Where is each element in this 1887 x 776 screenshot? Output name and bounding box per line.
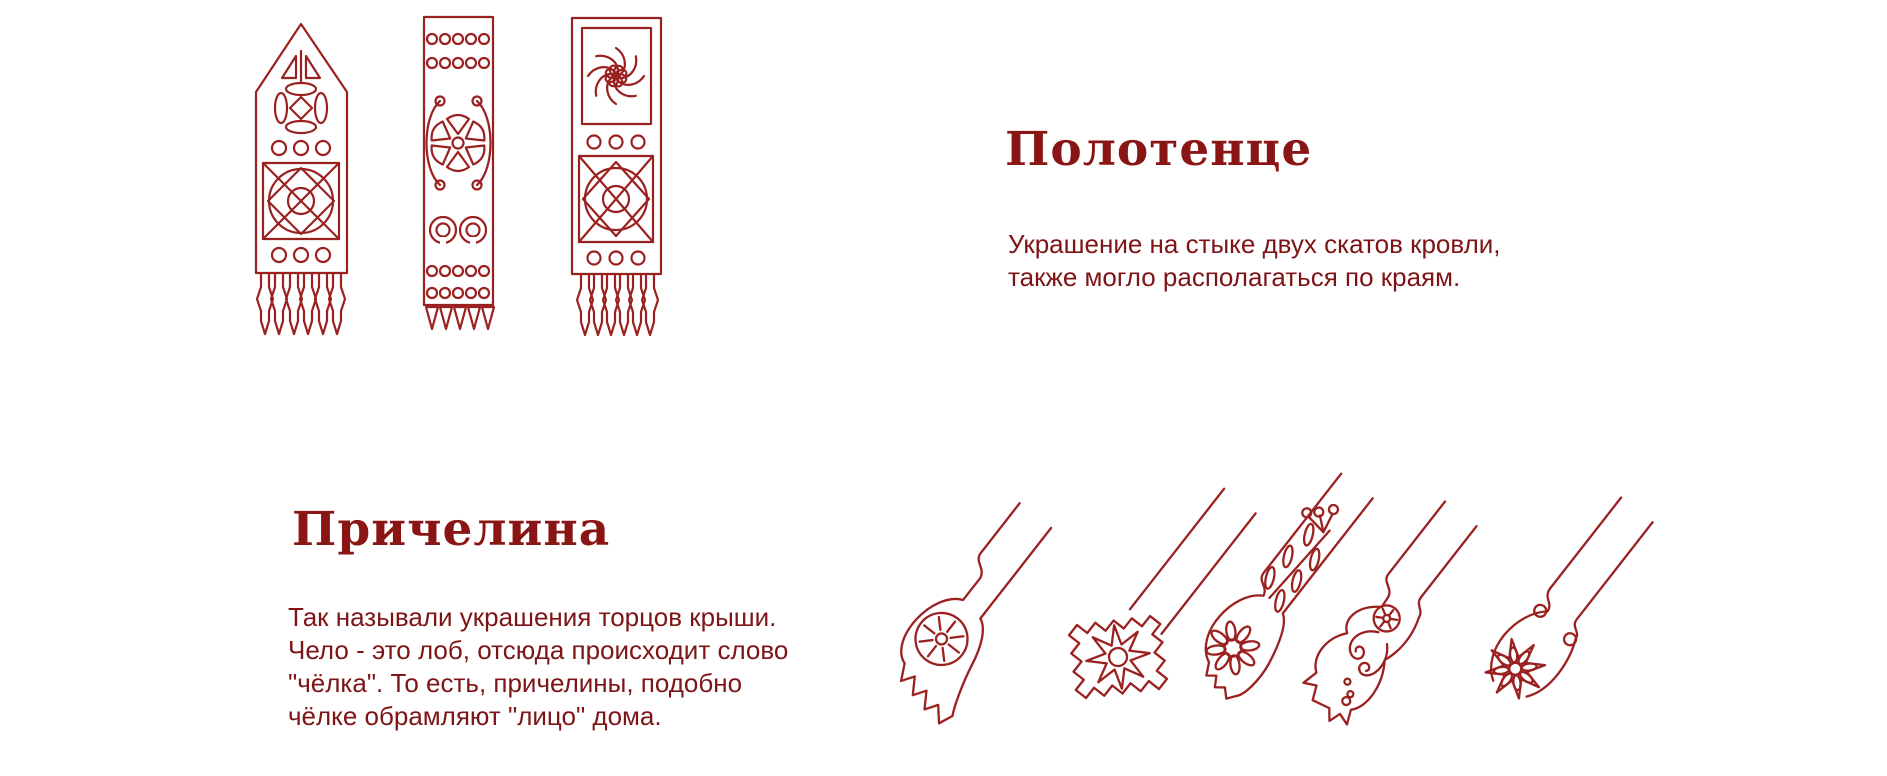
- prichelina-boards-icon: [858, 485, 1688, 763]
- prichelina-title: Причелина: [292, 502, 611, 557]
- polotentse-title: Полотенце: [1005, 122, 1313, 178]
- prichelina-board-4-icon: [1290, 498, 1494, 732]
- prichelina-description-line: Так называли украшения торцов крыши.: [288, 602, 777, 632]
- carved-board-icon: [565, 16, 668, 344]
- prichelina-description-line: чёлке обрамляют "лицо" дома.: [288, 701, 662, 731]
- carved-board-icon: [410, 15, 507, 335]
- polotentse-description: [1008, 228, 1501, 294]
- prichelina-description: [288, 601, 788, 733]
- prichelina-board-5-icon: [1473, 493, 1667, 715]
- polotentse-board-1-icon: [253, 21, 350, 341]
- polotentse-board-3-icon: [565, 16, 668, 344]
- prichelina-description-line: "чёлка". То есть, причелины, подобно: [288, 668, 743, 698]
- prichelina-description-line: Чело - это лоб, отсюда происходит слово: [288, 635, 789, 665]
- carved-board-icon: [253, 21, 350, 341]
- prichelina-board-1-icon: [874, 497, 1081, 727]
- polotentse-description-line: Украшение на стыке двух скатов кровли,: [1008, 229, 1501, 259]
- polotentse-description-line: также могло располагаться по краям.: [1008, 262, 1461, 292]
- polotentse-board-2-icon: [410, 15, 507, 335]
- prichelina-boards-illustration: [858, 485, 1688, 763]
